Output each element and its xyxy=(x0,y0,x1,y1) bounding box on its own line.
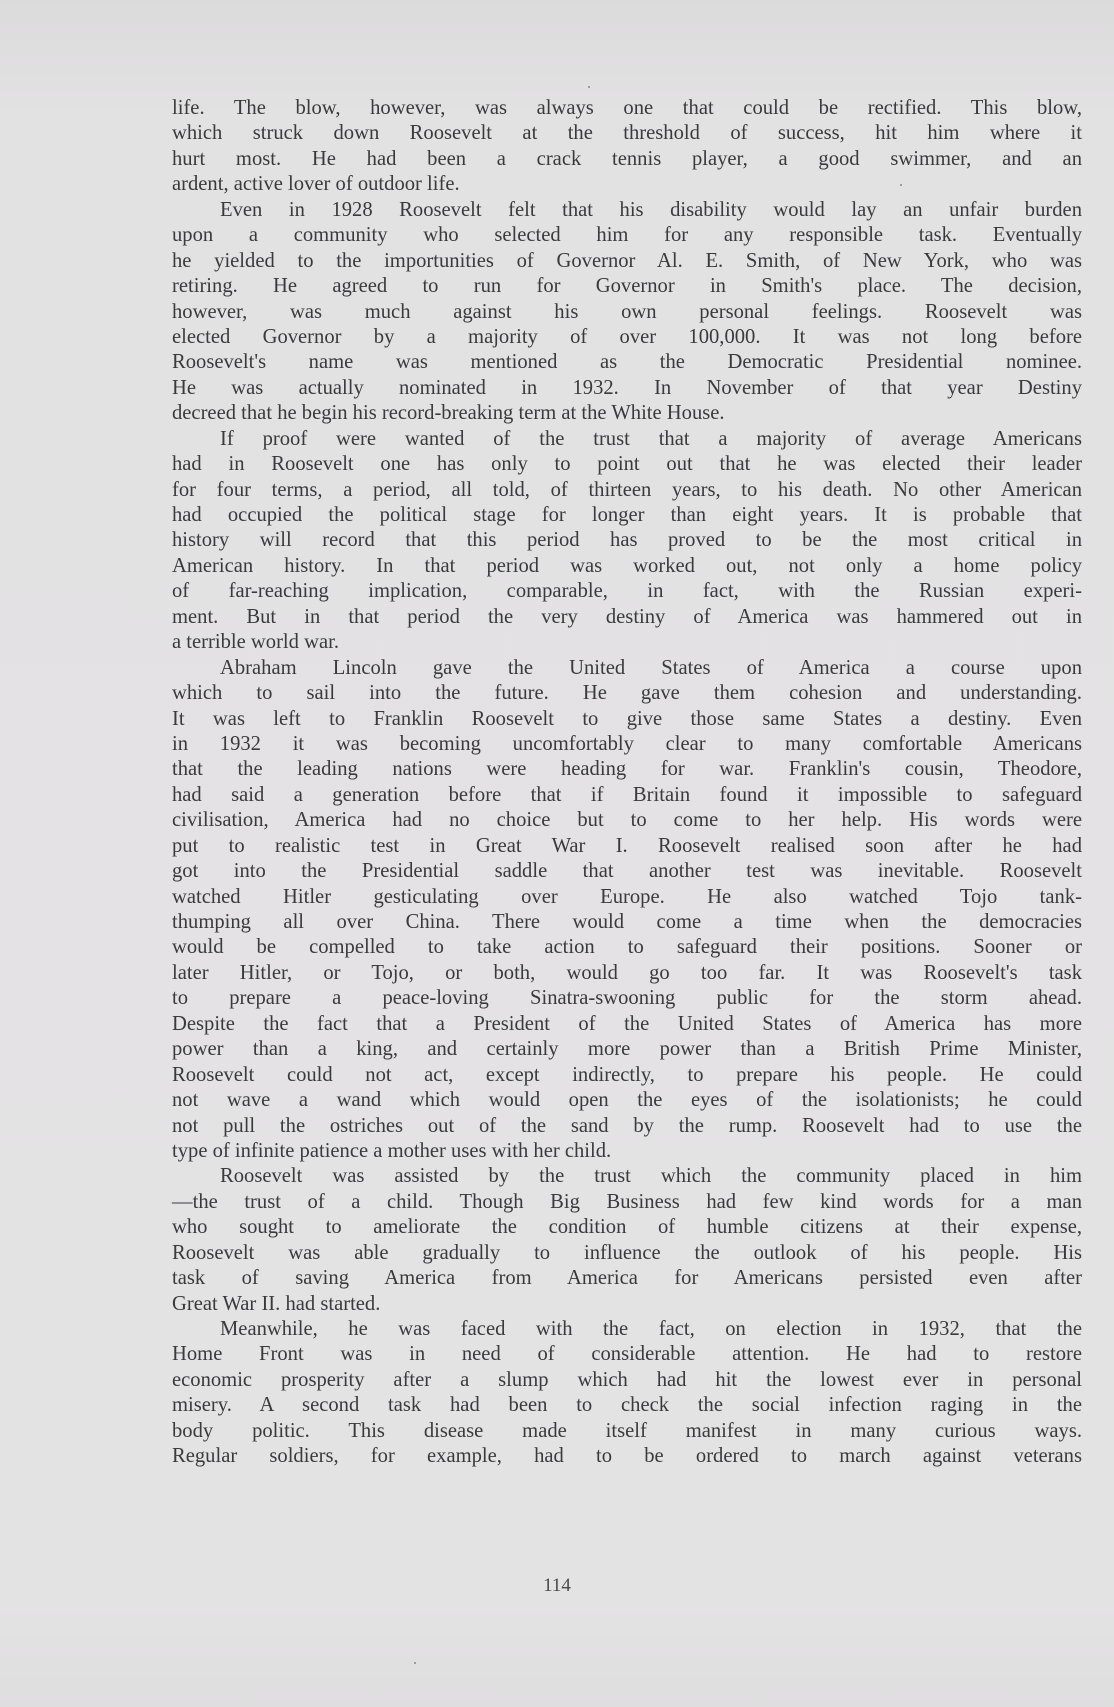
text-line: Great War II. had started. xyxy=(172,1292,381,1315)
text-line: misery. A second task had been to check the social infection raging in the xyxy=(172,1394,1082,1417)
text-line: Roosevelt was able gradually to influence the outlook of his people. His xyxy=(172,1241,1082,1264)
text-line: Roosevelt could not act, except indirectly, to prepare his people. He could xyxy=(172,1063,1082,1086)
text-line: power than a king, and certainly more power than a British Prime Minister, xyxy=(172,1038,1082,1061)
text-line: Meanwhile, he was faced with the fact, on election in 1932, that the xyxy=(220,1318,1082,1340)
text-line: not pull the ostriches out of the sand by the rump. Roosevelt had to use the xyxy=(172,1114,1082,1137)
text-line: he yielded to the importunities of Governor Al. E. Smith, of New York, who was xyxy=(172,249,1082,272)
text-line: ment. But in that period the very destiny of America was hammered out in xyxy=(172,605,1082,628)
text-line: American history. In that period was worked out, not only a home policy xyxy=(172,554,1082,577)
text-line: of far-reaching implication, comparable, in fact, with the Russian experi- xyxy=(172,580,1082,603)
text-line: decreed that he begin his record-breaking term at the White House. xyxy=(172,402,725,425)
text-line: had occupied the political stage for longer than eight years. It is probable that xyxy=(172,504,1082,526)
text-line: type of infinite patience a mother uses with her child. xyxy=(172,1139,612,1162)
text-line: however, was much against his own personal feelings. Roosevelt was xyxy=(172,300,1082,323)
text-line: Regular soldiers, for example, had to be ordered to march against veterans xyxy=(172,1445,1082,1468)
text-line: It was left to Franklin Roosevelt to give those same States a destiny. Even xyxy=(172,707,1082,730)
text-line: ardent, active lover of outdoor life. xyxy=(172,173,460,196)
text-line: history will record that this period has proved to be the most critical in xyxy=(172,529,1082,552)
text-line: put to realistic test in Great War I. Roosevelt realised soon after he had xyxy=(172,834,1082,857)
page-number: 114 xyxy=(543,1575,571,1596)
text-line: to prepare a peace-loving Sinatra-swooning public for the storm ahead. xyxy=(172,987,1082,1010)
text-line: retiring. He agreed to run for Governor in Smith's place. The decision, xyxy=(172,275,1082,298)
text-line: Home Front was in need of considerable attention. He had to restore xyxy=(172,1343,1082,1366)
text-line: got into the Presidential saddle that another test was inevitable. Roosevelt xyxy=(172,860,1082,883)
text-line: who sought to ameliorate the condition of humble citizens at their expense, xyxy=(172,1216,1082,1239)
text-line: civilisation, America had no choice but to come to her help. His words were xyxy=(172,809,1082,832)
text-line: If proof were wanted of the trust that a majority of average Americans xyxy=(220,427,1082,450)
text-line: had said a generation before that if Britain found it impossible to safeguard xyxy=(172,783,1082,806)
text-line: elected Governor by a majority of over 100,000. It was not long before xyxy=(172,325,1082,348)
paper-speck xyxy=(588,86,590,88)
text-line: thumping all over China. There would come a time when the democracies xyxy=(172,911,1082,933)
text-line: hurt most. He had been a crack tennis player, a good swimmer, and an xyxy=(172,147,1082,170)
text-line: upon a community who selected him for any responsible task. Eventually xyxy=(172,224,1082,247)
text-line: would be compelled to take action to safeguard their positions. Sooner or xyxy=(172,936,1082,959)
text-line: life. The blow, however, was always one that could be rectified. This blow, xyxy=(172,97,1082,119)
text-line: Despite the fact that a President of the United States of America has more xyxy=(172,1012,1082,1035)
text-line: He was actually nominated in 1932. In November of that year Destiny xyxy=(172,376,1082,399)
text-line: Abraham Lincoln gave the United States of America a course upon xyxy=(220,656,1082,679)
paper-speck xyxy=(414,1662,416,1664)
text-line: Even in 1928 Roosevelt felt that his disability would lay an unfair burden xyxy=(220,198,1082,221)
body-text xyxy=(172,96,1082,1470)
text-line: task of saving America from America for Americans persisted even after xyxy=(172,1267,1082,1290)
text-line: in 1932 it was becoming uncomfortably clear to many comfortable Americans xyxy=(172,732,1082,755)
text-line: economic prosperity after a slump which had hit the lowest ever in personal xyxy=(172,1368,1082,1391)
text-line: not wave a wand which would open the eyes of the isolationists; he could xyxy=(172,1089,1082,1112)
text-line: which struck down Roosevelt at the threshold of success, hit him where it xyxy=(172,122,1082,145)
text-line: Roosevelt's name was mentioned as the Democratic Presidential nominee. xyxy=(172,351,1082,374)
text-line: had in Roosevelt one has only to point out that he was elected their leader xyxy=(172,453,1082,476)
text-line: —the trust of a child. Though Big Business had few kind words for a man xyxy=(172,1190,1082,1213)
text-line: watched Hitler gesticulating over Europe. He also watched Tojo tank- xyxy=(172,885,1082,908)
text-line: Roosevelt was assisted by the trust which the community placed in him xyxy=(220,1165,1082,1188)
paper-speck xyxy=(900,184,902,186)
text-line: a terrible world war. xyxy=(172,631,339,654)
text-line: that the leading nations were heading for war. Franklin's cousin, Theodore, xyxy=(172,758,1082,781)
text-line: for four terms, a period, all told, of thirteen years, to his death. No other American xyxy=(172,478,1082,501)
text-line: which to sail into the future. He gave them cohesion and understanding. xyxy=(172,682,1082,705)
text-line: body politic. This disease made itself manifest in many curious ways. xyxy=(172,1419,1082,1442)
text-line: later Hitler, or Tojo, or both, would go too far. It was Roosevelt's task xyxy=(172,961,1082,984)
